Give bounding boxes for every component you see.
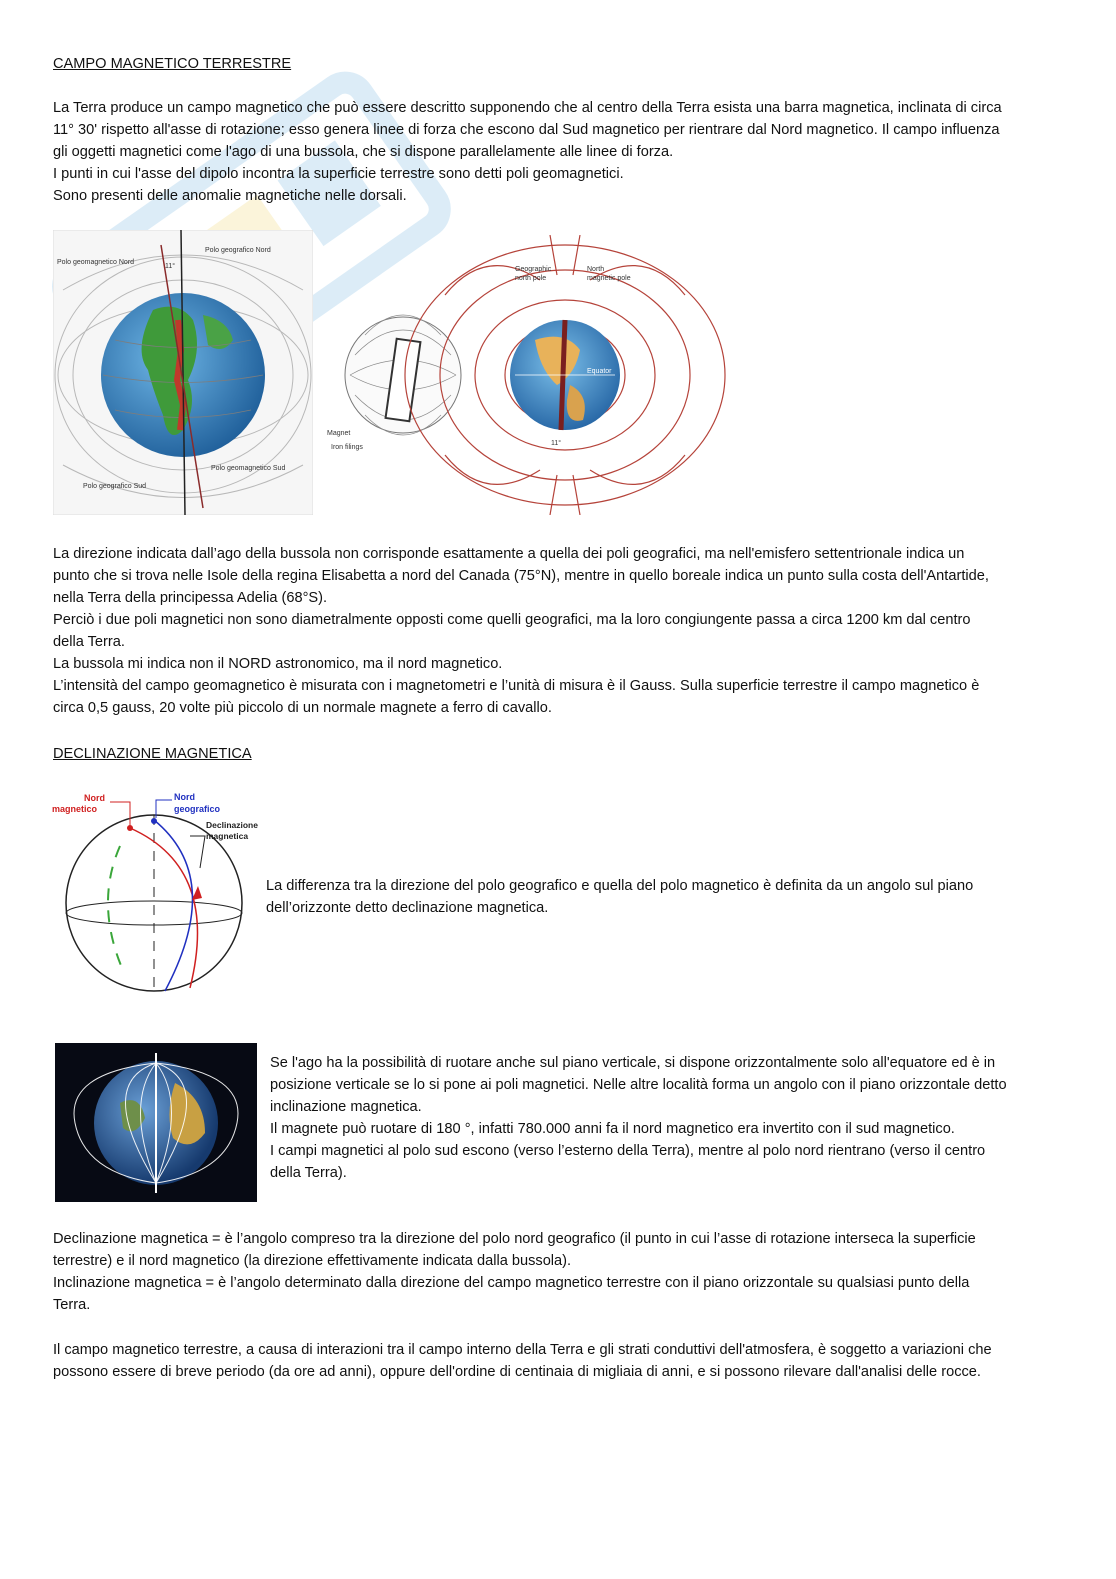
- text-line: Il magnete può ruotare di 180 °, infatti 780.000 anni fa il nord magnetico era invertito con il sud magnetico.: [270, 1121, 955, 1137]
- label-angle-11: 11°: [165, 263, 176, 270]
- text-line: Declinazione magnetica = è l’angolo compreso tra la direzione del polo nord geografico (il punto in cui l’asse di rotazione interseca la superficie: [53, 1231, 976, 1247]
- figure-earth-dipole-field: [55, 1043, 257, 1202]
- text-line: I punti in cui l'asse del dipolo incontra la superficie terrestre sono detti poli geomagnetici.: [53, 166, 624, 182]
- label-magnet: Magnet: [327, 430, 351, 437]
- label-nord-geografico-1: Nord: [174, 792, 195, 802]
- text-line: gli oggetti magnetici come l'ago di una bussola, che si dispone parallelamente alle linee di forza.: [53, 144, 674, 160]
- section-heading-declinazione: DECLINAZIONE MAGNETICA: [53, 746, 252, 762]
- figure-declination-globe: [50, 788, 275, 1010]
- label-declinazione-1: Declinazione: [206, 820, 258, 830]
- section-heading-campo-magnetico: CAMPO MAGNETICO TERRESTRE: [53, 56, 292, 72]
- text-line: Terra.: [53, 1297, 91, 1313]
- text-line: della Terra.: [53, 634, 125, 650]
- variations-paragraph: [53, 1339, 1063, 1383]
- label-nord-magnetico-2: magnetico: [52, 804, 98, 814]
- text-line: Sono presenti delle anomalie magnetiche nelle dorsali.: [53, 188, 407, 204]
- label-north-magnetic-2: magnetic pole: [587, 275, 631, 282]
- label-nord-geografico-2: geografico: [174, 804, 221, 814]
- text-line: possono essere di breve periodo (da ore ad anni), oppure dell'ordine di centinaia di migliaia di anni, e si possono rilevare dall'analisi delle rocce.: [53, 1364, 981, 1380]
- text-line: terrestre) e il nord magnetico (la direzione effettivamente indicata dalla bussola).: [53, 1253, 572, 1269]
- label-declinazione-2: magnetica: [206, 831, 249, 841]
- inclination-paragraph: [270, 1052, 1070, 1184]
- compass-paragraph: [53, 543, 1063, 719]
- text-line: nella Terra della principessa Adelia (68°S).: [53, 590, 328, 606]
- label-iron-filings: Iron filings: [331, 444, 363, 451]
- label-geographic-north-1: Geographic: [515, 266, 552, 273]
- label-polo-geografico-sud: Polo geografico Sud: [83, 483, 147, 490]
- text-line: 11° 30' rispetto all'asse di rotazione; esso genera linee di forza che escono dal Sud magnetico per rientrare dal Nord magnetico. Il campo influenza: [53, 122, 1000, 138]
- text-line: Inclinazione magnetica = è l’angolo determinato dalla direzione del campo magnetico terrestre con il piano orizzontale su qualsiasi punto della: [53, 1275, 970, 1291]
- figure-magnet-and-earth-field: [325, 235, 745, 515]
- label-polo-geografico-nord: Polo geografico Nord: [205, 247, 271, 254]
- declination-paragraph: [266, 875, 1066, 919]
- definitions-paragraph: [53, 1228, 1063, 1316]
- intro-paragraph: [53, 97, 1063, 207]
- text-line: Il campo magnetico terrestre, a causa di interazioni tra il campo interno della Terra e gli strati conduttivi dell'atmosfera, è soggetto a variazioni che: [53, 1342, 992, 1358]
- figure-earth-geomagnetic-poles: [53, 230, 313, 515]
- text-line: L’intensità del campo geomagnetico è misurata con i magnetometri e l’unità di misura è il Gauss. Sulla superficie terrestre il campo magnetico è: [53, 678, 980, 694]
- label-equator: Equator: [587, 368, 612, 375]
- label-polo-geomagnetico-nord: Polo geomagnetico Nord: [57, 259, 135, 266]
- text-line: circa 0,5 gauss, 20 volte più piccolo di un normale magnete a ferro di cavallo.: [53, 700, 552, 716]
- text-line: La bussola mi indica non il NORD astronomico, ma il nord magnetico.: [53, 656, 503, 672]
- label-nord-magnetico-1: Nord: [84, 793, 105, 803]
- text-line: Se l'ago ha la possibilità di ruotare anche sul piano verticale, si dispone orizzontalmente solo all'equatore ed è in: [270, 1055, 996, 1071]
- label-geographic-north-2: north pole: [515, 275, 547, 282]
- label-polo-geomagnetico-sud: Polo geomagnetico Sud: [211, 465, 286, 472]
- text-line: I campi magnetici al polo sud escono (verso l’esterno della Terra), mentre al polo nord rientrano (verso il centro: [270, 1143, 986, 1159]
- text-line: La direzione indicata dall’ago della bussola non corrisponde esattamente a quella dei poli geografici, ma nell'emisfero settentrionale indica un: [53, 546, 965, 562]
- text-line: Perciò i due poli magnetici non sono diametralmente opposti come quelli geografici, ma la loro congiungente passa a circa 1200 km dal centro: [53, 612, 971, 628]
- text-line: della Terra).: [270, 1165, 347, 1181]
- text-line: La Terra produce un campo magnetico che può essere descritto supponendo che al centro della Terra esista una barra magnetica, inclinata di circa: [53, 100, 1002, 116]
- label-north-magnetic-1: North: [587, 266, 605, 273]
- text-line: La differenza tra la direzione del polo geografico e quella del polo magnetico è definita da un angolo sul piano: [266, 878, 974, 894]
- text-line: posizione verticale se lo si pone ai poli magnetici. Nelle altre località forma un angolo con il piano orizzontale detto: [270, 1077, 1007, 1093]
- label-angle-11-b: 11°: [551, 440, 562, 447]
- text-line: inclinazione magnetica.: [270, 1099, 422, 1115]
- text-line: punto che si trova nelle Isole della regina Elisabetta a nord del Canada (75°N), mentre in quello boreale indica un punto sulla costa dell'Antartide,: [53, 568, 989, 584]
- text-line: dell’orizzonte detto declinazione magnetica.: [266, 900, 549, 916]
